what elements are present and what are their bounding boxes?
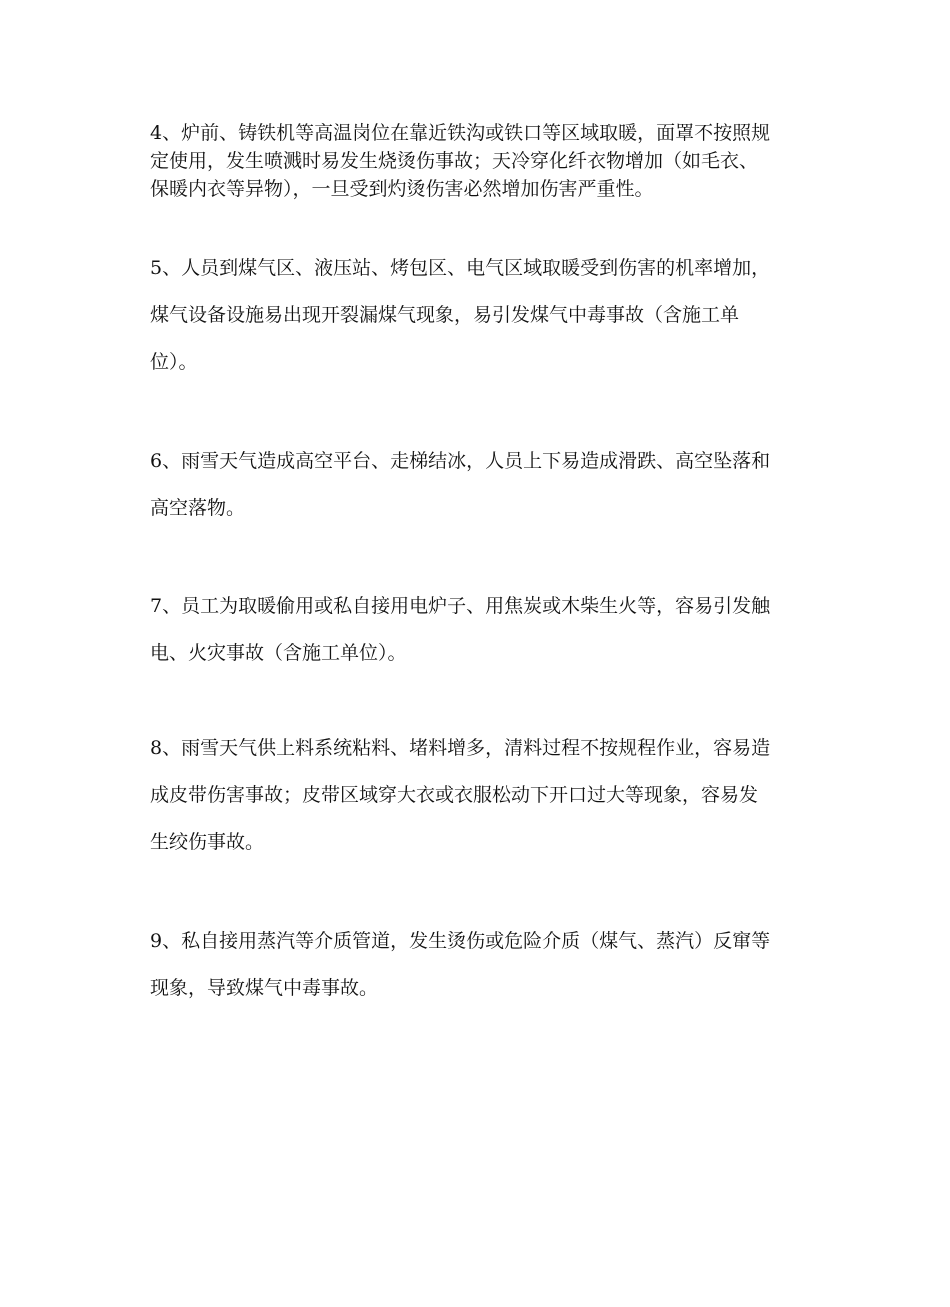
paragraph-line: 煤气设备设施易出现开裂漏煤气现象，易引发煤气中毒事故（含施工单 — [150, 304, 740, 326]
paragraph-line: 6、雨雪天气造成高空平台、走梯结冰，人员上下易造成滑跌、高空坠落和 — [150, 450, 771, 472]
paragraph-item-8 — [150, 734, 810, 875]
paragraph-item-7 — [150, 592, 810, 686]
paragraph-line: 高空落物。 — [150, 497, 246, 519]
paragraph-line: 8、雨雪天气供上料系统粘料、堵料增多，清料过程不按规程作业，容易造 — [150, 737, 771, 759]
paragraph-line: 定使用，发生喷溅时易发生烧烫伤事故；天冷穿化纤衣物增加（如毛衣、 — [150, 150, 759, 172]
paragraph-line: 位）。 — [150, 351, 198, 373]
paragraph-line: 4、炉前、铸铁机等高温岗位在靠近铁沟或铁口等区域取暖，面罩不按照规 — [150, 122, 771, 144]
paragraph-item-9 — [150, 927, 810, 1021]
paragraph-item-5 — [150, 254, 810, 395]
paragraph-line: 生绞伤事故。 — [150, 831, 265, 853]
paragraph-line: 成皮带伤害事故；皮带区域穿大衣或衣服松动下开口过大等现象，容易发 — [150, 784, 759, 806]
paragraph-line: 9、私自接用蒸汽等介质管道，发生烫伤或危险介质（煤气、蒸汽）反窜等 — [150, 930, 771, 952]
paragraph-line: 保暖内衣等异物），一旦受到灼烫伤害必然增加伤害严重性。 — [150, 178, 654, 200]
paragraph-line: 电、火灾事故（含施工单位）。 — [150, 642, 407, 664]
paragraph-item-4 — [150, 119, 810, 203]
paragraph-line: 5、人员到煤气区、液压站、烤包区、电气区域取暖受到伤害的机率增加， — [150, 257, 771, 279]
paragraph-line: 现象，导致煤气中毒事故。 — [150, 977, 379, 999]
paragraph-item-6 — [150, 447, 810, 541]
paragraph-line: 7、员工为取暖偷用或私自接用电炉子、用焦炭或木柴生火等，容易引发触 — [150, 595, 771, 617]
